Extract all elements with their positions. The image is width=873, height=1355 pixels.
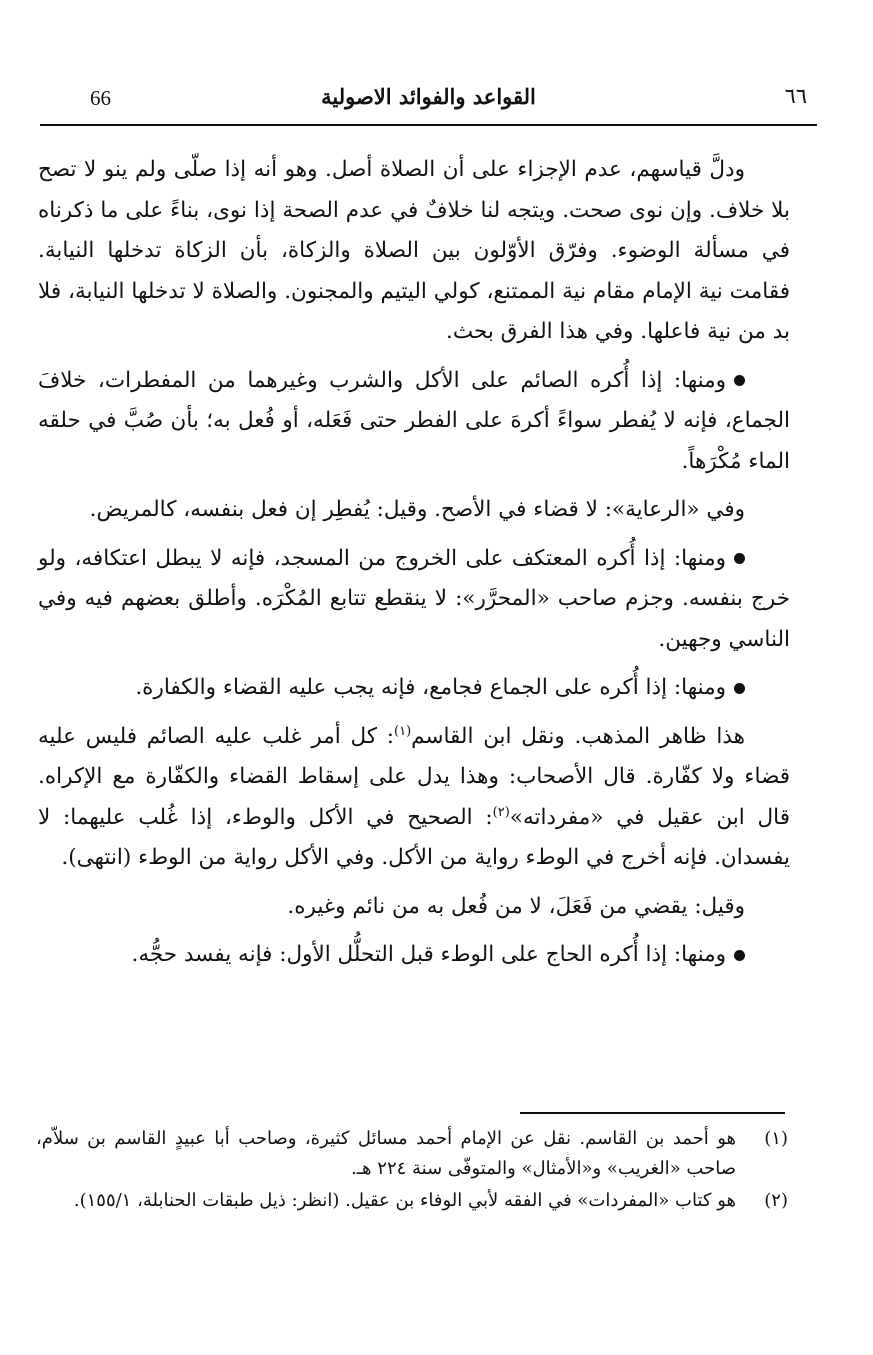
bullet-icon [734, 950, 745, 961]
bullet-icon [734, 553, 745, 564]
footnote-text: هو أحمد بن القاسم. نقل عن الإمام أحمد مسائل كثيرة، وصاحب أبا عبيدٍ القاسم بن سلاّم، صاحب «الغريب» و«الأمثال» والمتوفّى سنة ٢٢٤ هـ. [36, 1128, 736, 1179]
footnote-number: (١) [764, 1128, 788, 1149]
header-rule [40, 124, 817, 126]
paragraph-text: : كل أمر غلب عليه الصائم فليس عليه قضاء ولا كفّارة. قال الأصحاب: وهذا يدل على إسقاط القضاء والكفّارة مع الإكراه. قال ابن عقيل في «مفرداته» [38, 723, 790, 830]
running-header [40, 82, 817, 122]
paragraph-bulleted [38, 539, 790, 661]
paragraph [38, 717, 790, 879]
footnote-ref-2[interactable]: (٢) [492, 804, 510, 820]
paragraph [38, 887, 790, 928]
paragraph-bulleted [38, 935, 790, 976]
footnote-text: هو كتاب «المفردات» في الفقه لأبي الوفاء بن عقيل. (انظر: ذيل طبقات الحنابلة، ١٥٥/١). [73, 1190, 736, 1211]
footnote-rule [520, 1112, 785, 1114]
paragraph-text: ومنها: إذا أُكره على الجماع فجامع، فإنه يجب عليه القضاء والكفارة. [135, 675, 726, 700]
footnote-number: (٢) [764, 1190, 788, 1211]
paragraph-text: : الصحيح في الأكل والوطء، إذا غُلب عليهما: لا يفسدان. فإنه أخرج في الوطء رواية من الأكل. وفي الأكل رواية من الوطء (انتهى). [38, 804, 790, 870]
paragraph-text: وفي «الرعاية»: لا قضاء في الأصح. وقيل: يُفطِر إن فعل بنفسه، كالمريض. [89, 497, 745, 522]
paragraph-text: وقيل: يقضي من فَعَلَ، لا من فُعل به من نائم وغيره. [287, 893, 745, 919]
bullet-icon [734, 375, 745, 386]
paragraph-text: هذا ظاهر المذهب. ونقل ابن القاسم [411, 723, 745, 749]
paragraph-text: ومنها: إذا أُكره الحاج على الوطء قبل التحلُّل الأول: فإنه يفسد حجُّه. [131, 942, 726, 967]
paragraph-text: ومنها: إذا أُكره الصائم على الأكل والشرب وغيرهما من المفطرات، خلافَ الجماع، فإنه لا يُفطر سواءً أكرهَ على الفطر حتى فَعَله، أو فُعل به؛ بأن صُبَّ في حلقه الماء مُكْرَهاً. [38, 367, 790, 474]
footnotes [36, 1124, 788, 1218]
paragraph-text: ودلَّ قياسهم، عدم الإجزاء على أن الصلاة أصل. وهو أنه إذا صلّى ولم ينو لا تصح بلا خلاف. وإن نوى صحت. ويتجه لنا خلافٌ في عدم الصحة إذا نوى، بناءً على ما ذكرناه في مسألة الوضوء. وفرّق الأوّلون بين الصلاة والزكاة، بأن الزكاة تدخلها النيابة. فقامت نية الإمام مقام نية الممتنع، كولي اليتيم والمجنون. والصلاة لا تدخلها النيابة، فلا بد من نية فاعلها. وفي هذا الفرق بحث. [38, 157, 790, 344]
bullet-icon [734, 683, 745, 694]
main-text [38, 150, 790, 984]
paragraph-text: ومنها: إذا أُكره المعتكف على الخروج من المسجد، فإنه لا يبطل اعتكافه، ولو خرج بنفسه. وجزم صاحب «المحرَّر»: لا ينقطع تتابع المُكْرَه. وأطلق بعضهم فيه وفي الناسي وجهين. [38, 545, 790, 652]
paragraph [38, 150, 790, 353]
page-number-latin: 66 [90, 86, 111, 110]
paragraph-bulleted [38, 668, 790, 709]
footnote [36, 1124, 788, 1184]
footnote [36, 1186, 788, 1216]
paragraph [38, 490, 790, 531]
running-title: القواعد والفوائد الاصولية [321, 84, 536, 109]
footnote-ref-1[interactable]: (١) [394, 723, 412, 739]
page-number-arabic: ٦٦ [784, 84, 807, 108]
paragraph-bulleted [38, 361, 790, 483]
